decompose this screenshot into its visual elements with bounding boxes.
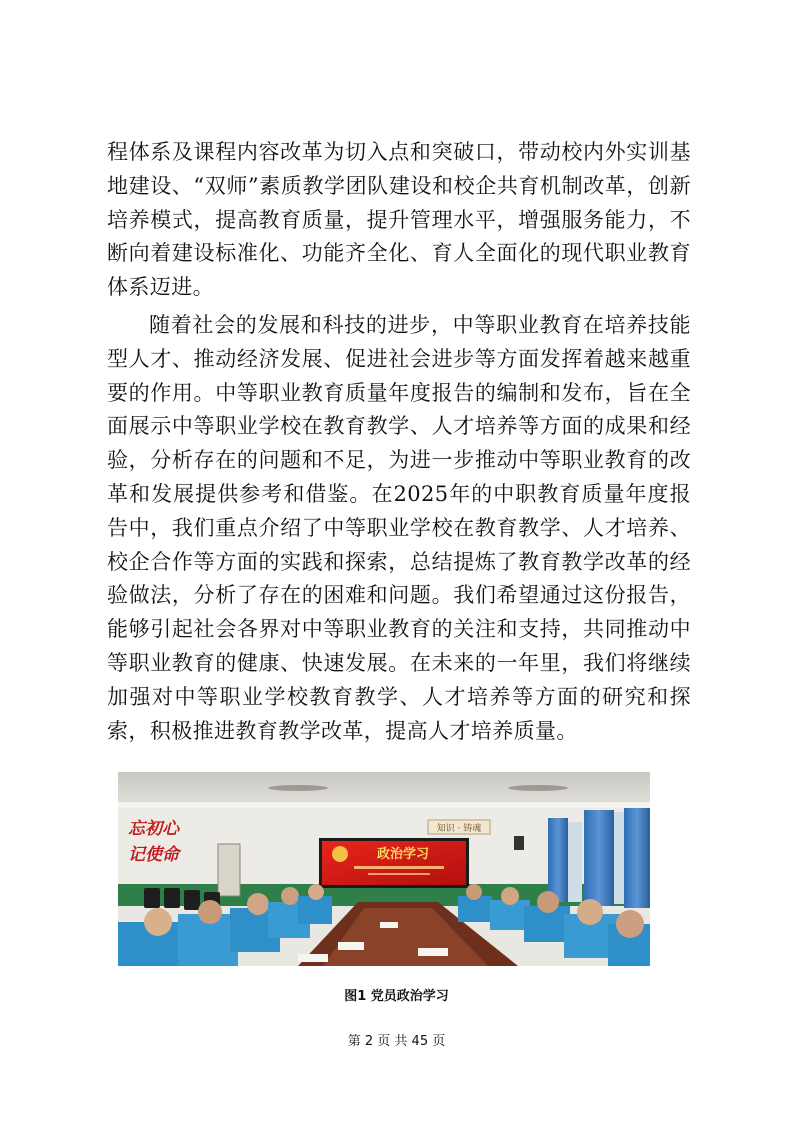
screen-title: 政治学习	[376, 847, 430, 862]
page-number: 第 2 页 共 45 页	[347, 1034, 446, 1049]
paragraph-2: 随着社会的发展和科技的进步，中等职业教育在培养技能型人才、推动经济发展、促进社会进步等方面发挥着越来越重要的作用。中等职业教育质量年度报告的编制和发布，旨在全面展示中等职业学校在教育教学、人才培养等方面的成果和经验，分析存在的问题和不足，为进一步推动中等职业教育的改革和发展提供参考和借鉴。在2025年的中职教育质量年度报告中，我们重点介绍了中等职业学校在教育教学、人才培养、校企合作等方面的实践和探索，总结提炼了教育教学改革的经验做法，分析了存在的困难和问题。我们希望通过这份报告，能够引起社会各界对中等职业教育的关注和支持，共同推动中等职业教育的健康、快速发展。在未来的一年里，我们将继续加强对中等职业学校教育教学、人才培养等方面的研究和探索，积极推进教育教学改革，提高人才培养质量。	[107, 312, 691, 743]
figure-caption: 图1 党员政治学习	[344, 989, 449, 1004]
wall-slogan-bottom: 记使命	[128, 845, 179, 865]
meeting-photo	[118, 772, 650, 966]
body-text	[107, 136, 691, 748]
wall-banner: 知识 · 铸魂	[436, 824, 482, 834]
paragraph-1: 程体系及课程内容改革为切入点和突破口，带动校内外实训基地建设、“双师”素质教学团队建设和校企共育机制改革，创新培养模式，提高教育质量，提升管理水平，增强服务能力，不断向着建设标准化、功能齐全化、育人全面化的现代职业教育体系迈进。	[107, 140, 691, 300]
wall-slogan-top: 忘初心	[128, 819, 179, 839]
